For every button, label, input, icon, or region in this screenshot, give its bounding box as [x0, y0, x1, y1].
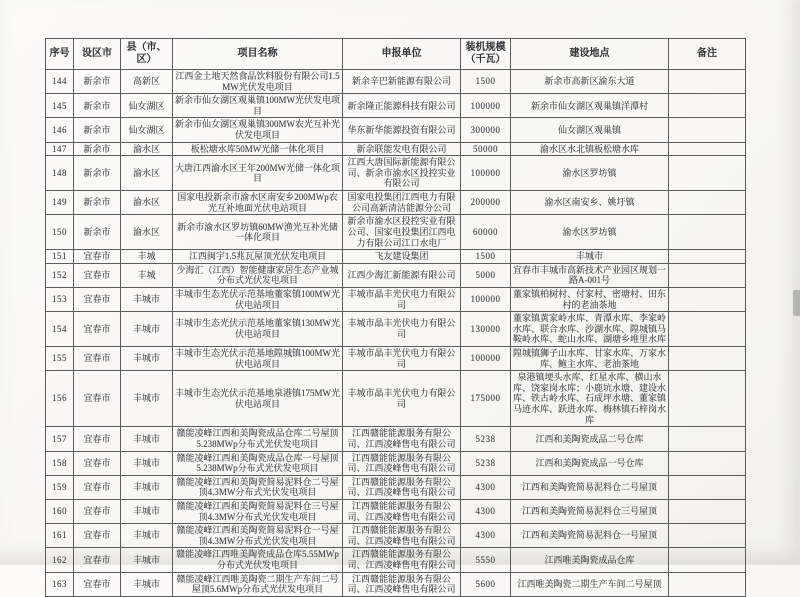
table-row — [46, 572, 746, 596]
cell-remark — [669, 118, 746, 142]
table-row — [46, 215, 746, 250]
cell-city: 宜春市 — [74, 427, 121, 451]
cell-remark — [669, 142, 746, 156]
cell-capacity-kw: 1500 — [461, 250, 511, 264]
table-row — [46, 142, 746, 156]
cell-applicant: 江西赣能能源服务有限公司、江西凌峰售电有限公司 — [343, 451, 461, 475]
cell-city: 宜春市 — [74, 572, 121, 596]
cell-county: 丰城市 — [121, 312, 173, 347]
cell-location: 泉港镇埂头水库、红星水库、横山水库、饶家岗水库；小鹿坑水塘、建设水库、铁古岭水库、石成坪水塘、董家镇马迹水库、跃进水库、梅林镇石梓岗水库 — [511, 371, 669, 427]
cell-project-name: 大唐江西渝水区王年200MW光储一体化项目 — [173, 156, 343, 191]
cell-applicant: 华东新华能源投资有限公司 — [343, 118, 461, 142]
cell-applicant: 江西赣能能源服务有限公司、江西凌峰售电有限公司 — [343, 475, 461, 499]
cell-location: 董家镇柏树村、付家村、密塘村、田东村的老油茶地 — [511, 287, 669, 311]
cell-remark — [669, 371, 746, 427]
cell-capacity-kw: 300000 — [461, 118, 511, 142]
cell-project-name: 新余市仙女湖区观巢镇300MW农光互补光伏发电项目 — [173, 118, 343, 142]
cell-serial: 158 — [46, 451, 74, 475]
cell-location: 仙女湖区观巢镇 — [511, 118, 669, 142]
cell-capacity-kw: 200000 — [461, 191, 511, 215]
cell-location: 江西和美陶瓷成品二号仓库 — [511, 427, 669, 451]
table-row — [46, 548, 746, 572]
cell-county: 丰城市 — [121, 451, 173, 475]
cell-project-name: 赣能凌峰江西和美陶瓷简易泥料仓二号屋顶4.3MW分布式光伏发电项目 — [173, 475, 343, 499]
column-header-county: 县（市、区） — [121, 39, 173, 70]
table-row — [46, 191, 746, 215]
cell-serial: 161 — [46, 524, 74, 548]
cell-location: 江西和美陶瓷成品一号仓库 — [511, 451, 669, 475]
table-row — [46, 427, 746, 451]
cell-city: 宜春市 — [74, 250, 121, 264]
cell-project-name: 丰城市生态光伏示范基地泉港镇175MW光伏电站项目 — [173, 371, 343, 427]
cell-capacity-kw: 130000 — [461, 312, 511, 347]
cell-remark — [669, 451, 746, 475]
cell-applicant: 江西赣能能源服务有限公司、江西凌峰售电有限公司 — [343, 427, 461, 451]
cell-city: 宜春市 — [74, 499, 121, 523]
cell-serial: 159 — [46, 475, 74, 499]
cell-applicant: 江西赣能能源服务有限公司、江西凌峰售电有限公司 — [343, 572, 461, 596]
cell-project-name: 少海汇（江西）智能健康家居生态产业城分布式光伏发电项目 — [173, 263, 343, 287]
cell-project-name: 江西金土地天然食品饮料股份有限公司1.5MW光伏发电项目 — [173, 70, 343, 94]
column-header-capacity-kw: 装机规模（千瓦） — [461, 39, 511, 70]
cell-county: 丰城市 — [121, 347, 173, 371]
cell-serial: 148 — [46, 156, 74, 191]
column-header-city: 设区市 — [74, 39, 121, 70]
cell-remark — [669, 250, 746, 264]
cell-county: 丰城市 — [121, 548, 173, 572]
cell-county: 丰城市 — [121, 475, 173, 499]
column-header-serial: 序号 — [46, 39, 74, 70]
cell-county: 渝水区 — [121, 142, 173, 156]
cell-project-name: 丰城市生态光伏示范基地董家镇100MW光伏电站项目 — [173, 287, 343, 311]
table-row — [46, 156, 746, 191]
cell-serial: 160 — [46, 499, 74, 523]
table-row — [46, 499, 746, 523]
cell-location: 丰城市 — [511, 250, 669, 264]
cell-capacity-kw: 1500 — [461, 70, 511, 94]
cell-remark — [669, 347, 746, 371]
cell-serial: 149 — [46, 191, 74, 215]
cell-city: 宜春市 — [74, 371, 121, 427]
cell-project-name: 赣能凌峰江西和美陶瓷成品仓库一号屋顶5.238MWp分布式光伏发电项目 — [173, 451, 343, 475]
cell-project-name: 赣能凌峰江西唯美陶瓷成品仓库5.55MWp分布式光伏发电项目 — [173, 548, 343, 572]
cell-city: 新余市 — [74, 94, 121, 118]
header-row — [46, 39, 746, 70]
cell-city: 宜春市 — [74, 312, 121, 347]
cell-project-name: 新余市仙女湖区观巢镇100MW光伏发电项目 — [173, 94, 343, 118]
cell-city: 宜春市 — [74, 287, 121, 311]
cell-applicant: 江西少海汇新能源有限公司 — [343, 263, 461, 287]
cell-serial: 157 — [46, 427, 74, 451]
cell-city: 新余市 — [74, 70, 121, 94]
cell-serial: 146 — [46, 118, 74, 142]
cell-remark — [669, 191, 746, 215]
table-row — [46, 371, 746, 427]
cell-city: 宜春市 — [74, 263, 121, 287]
cell-capacity-kw: 5000 — [461, 263, 511, 287]
cell-capacity-kw: 4300 — [461, 499, 511, 523]
cell-project-name: 丰城市生态光伏示范基地董家镇130MW光伏电站项目 — [173, 312, 343, 347]
cell-remark — [669, 156, 746, 191]
cell-remark — [669, 287, 746, 311]
cell-city: 新余市 — [74, 215, 121, 250]
table-row — [46, 475, 746, 499]
cell-serial: 153 — [46, 287, 74, 311]
cell-capacity-kw: 50000 — [461, 142, 511, 156]
cell-location: 渝水区水北镇板松塘水库 — [511, 142, 669, 156]
cell-city: 新余市 — [74, 156, 121, 191]
cell-serial: 150 — [46, 215, 74, 250]
cell-county: 丰城 — [121, 250, 173, 264]
cell-city: 新余市 — [74, 191, 121, 215]
cell-location: 渝水区南安乡、姚圩镇 — [511, 191, 669, 215]
cell-location: 渝水区罗坊镇 — [511, 156, 669, 191]
cell-remark — [669, 524, 746, 548]
scan-edge-mark — [793, 290, 800, 316]
table-row — [46, 70, 746, 94]
cell-capacity-kw: 100000 — [461, 287, 511, 311]
cell-location: 新余市仙女湖区观巢镇洋潭村 — [511, 94, 669, 118]
cell-county: 丰城市 — [121, 572, 173, 596]
cell-project-name: 赣能凌峰江西唯美陶瓷二期生产车间二号屋顶5.6MWp分布式光伏发电项目 — [173, 572, 343, 596]
column-header-project-name: 项目名称 — [173, 39, 343, 70]
cell-capacity-kw: 5550 — [461, 548, 511, 572]
cell-serial: 163 — [46, 572, 74, 596]
cell-location: 江西和美陶瓷简易泥料仓二号屋顶 — [511, 475, 669, 499]
cell-county: 丰城市 — [121, 499, 173, 523]
cell-county: 丰城市 — [121, 524, 173, 548]
column-header-applicant: 申报单位 — [343, 39, 461, 70]
cell-serial: 147 — [46, 142, 74, 156]
table-header — [46, 39, 746, 70]
cell-remark — [669, 572, 746, 596]
table-row — [46, 250, 746, 264]
cell-serial: 152 — [46, 263, 74, 287]
table-row — [46, 347, 746, 371]
cell-county: 仙女湖区 — [121, 118, 173, 142]
cell-capacity-kw: 5600 — [461, 572, 511, 596]
cell-serial: 156 — [46, 371, 74, 427]
cell-remark — [669, 312, 746, 347]
cell-county: 高新区 — [121, 70, 173, 94]
table-row — [46, 524, 746, 548]
table-row — [46, 451, 746, 475]
cell-remark — [669, 427, 746, 451]
cell-applicant: 江西赣能能源服务有限公司、江西凌峰售电有限公司 — [343, 524, 461, 548]
cell-applicant: 国家电投集团江西电力有限公司高新清洁能源分公司 — [343, 191, 461, 215]
cell-capacity-kw: 4300 — [461, 475, 511, 499]
cell-location: 渝水区罗坊镇 — [511, 215, 669, 250]
cell-county: 丰城市 — [121, 287, 173, 311]
pv-project-table — [45, 38, 746, 597]
cell-county: 仙女湖区 — [121, 94, 173, 118]
cell-location: 隍城镇狮子山水库、甘家水库、万家水库、鲍主水库、老油茶地 — [511, 347, 669, 371]
cell-applicant: 江西大唐国际新能源有限公司、新余市渝水区投控实业有限公司 — [343, 156, 461, 191]
cell-remark — [669, 70, 746, 94]
cell-applicant: 丰城市晶丰光伏电力有限公司 — [343, 347, 461, 371]
cell-location: 江西和美陶瓷简易泥料仓一号屋顶 — [511, 524, 669, 548]
cell-location: 江西唯美陶瓷成品仓库 — [511, 548, 669, 572]
cell-location: 江西唯美陶瓷二期生产车间二号屋顶 — [511, 572, 669, 596]
cell-applicant: 丰城市晶丰光伏电力有限公司 — [343, 287, 461, 311]
cell-applicant: 飞友建设集团 — [343, 250, 461, 264]
cell-capacity-kw: 175000 — [461, 371, 511, 427]
cell-county: 渝水区 — [121, 191, 173, 215]
table-body — [46, 70, 746, 597]
cell-project-name: 板松塘水库50MW光储一体化项目 — [173, 142, 343, 156]
cell-remark — [669, 475, 746, 499]
cell-location: 江西和美陶瓷简易泥料仓三号屋顶 — [511, 499, 669, 523]
cell-applicant: 新余市渝水区投控实业有限公司、国家电投集团江西电力有限公司江口水电厂 — [343, 215, 461, 250]
cell-location: 宜春市丰城市高新技术产业园区规划一路A-001号 — [511, 263, 669, 287]
column-header-location: 建设地点 — [511, 39, 669, 70]
cell-city: 宜春市 — [74, 548, 121, 572]
cell-capacity-kw: 60000 — [461, 215, 511, 250]
cell-city: 新余市 — [74, 118, 121, 142]
cell-location: 董家镇黄家岭水库、青潭水库、李家岭水库、联合水库、沙湖水库、隍城镇马鞍岭水库、蛇山水库、湖塘乡堆里水库 — [511, 312, 669, 347]
cell-project-name: 国家电投新余市渝水区南安乡200MWp农光互补地面光伏电站项目 — [173, 191, 343, 215]
cell-applicant: 新余联能发电有限公司 — [343, 142, 461, 156]
cell-serial: 154 — [46, 312, 74, 347]
cell-serial: 151 — [46, 250, 74, 264]
table-row — [46, 94, 746, 118]
cell-applicant: 丰城市晶丰光伏电力有限公司 — [343, 312, 461, 347]
cell-serial: 145 — [46, 94, 74, 118]
cell-county: 渝水区 — [121, 215, 173, 250]
cell-project-name: 赣能凌峰江西和美陶瓷简易泥料仓一号屋顶4.3MW分布式光伏发电项目 — [173, 524, 343, 548]
cell-project-name: 赣能凌峰江西和美陶瓷简易泥料仓三号屋顶4.3MW分布式光伏发电项目 — [173, 499, 343, 523]
cell-serial: 144 — [46, 70, 74, 94]
cell-serial: 162 — [46, 548, 74, 572]
cell-city: 新余市 — [74, 142, 121, 156]
cell-remark — [669, 263, 746, 287]
cell-applicant: 新余隆正能源科技有限公司 — [343, 94, 461, 118]
cell-applicant: 丰城市晶丰光伏电力有限公司 — [343, 371, 461, 427]
cell-remark — [669, 94, 746, 118]
cell-project-name: 江西闽宇1.5兆瓦屋顶光伏发电项目 — [173, 250, 343, 264]
cell-county: 丰城市 — [121, 427, 173, 451]
column-header-remark: 备注 — [669, 39, 746, 70]
cell-capacity-kw: 5238 — [461, 427, 511, 451]
cell-remark — [669, 215, 746, 250]
cell-county: 丰城市 — [121, 371, 173, 427]
cell-project-name: 丰城市生态光伏示范基地隍城镇100MW光伏电站项目 — [173, 347, 343, 371]
cell-capacity-kw: 100000 — [461, 94, 511, 118]
cell-remark — [669, 548, 746, 572]
table-row — [46, 287, 746, 311]
cell-county: 丰城 — [121, 263, 173, 287]
table-row — [46, 312, 746, 347]
table-row — [46, 118, 746, 142]
cell-remark — [669, 499, 746, 523]
cell-applicant: 江西赣能能源服务有限公司、江西凌峰售电有限公司 — [343, 499, 461, 523]
cell-city: 宜春市 — [74, 451, 121, 475]
cell-city: 宜春市 — [74, 347, 121, 371]
cell-project-name: 新余市渝水区罗坊镇60MW渔光互补光储一体化项目 — [173, 215, 343, 250]
cell-capacity-kw: 100000 — [461, 347, 511, 371]
cell-capacity-kw: 100000 — [461, 156, 511, 191]
cell-project-name: 赣能凌峰江西和美陶瓷成品仓库二号屋顶5.238MWp分布式光伏发电项目 — [173, 427, 343, 451]
table-row — [46, 263, 746, 287]
cell-capacity-kw: 4300 — [461, 524, 511, 548]
cell-city: 宜春市 — [74, 475, 121, 499]
cell-county: 渝水区 — [121, 156, 173, 191]
cell-serial: 155 — [46, 347, 74, 371]
cell-applicant: 新余辛巴新能源有限公司 — [343, 70, 461, 94]
cell-location: 新余市高新区渝东大道 — [511, 70, 669, 94]
cell-capacity-kw: 5238 — [461, 451, 511, 475]
cell-city: 宜春市 — [74, 524, 121, 548]
cell-applicant: 江西赣能能源服务有限公司、江西凌峰售电有限公司 — [343, 548, 461, 572]
